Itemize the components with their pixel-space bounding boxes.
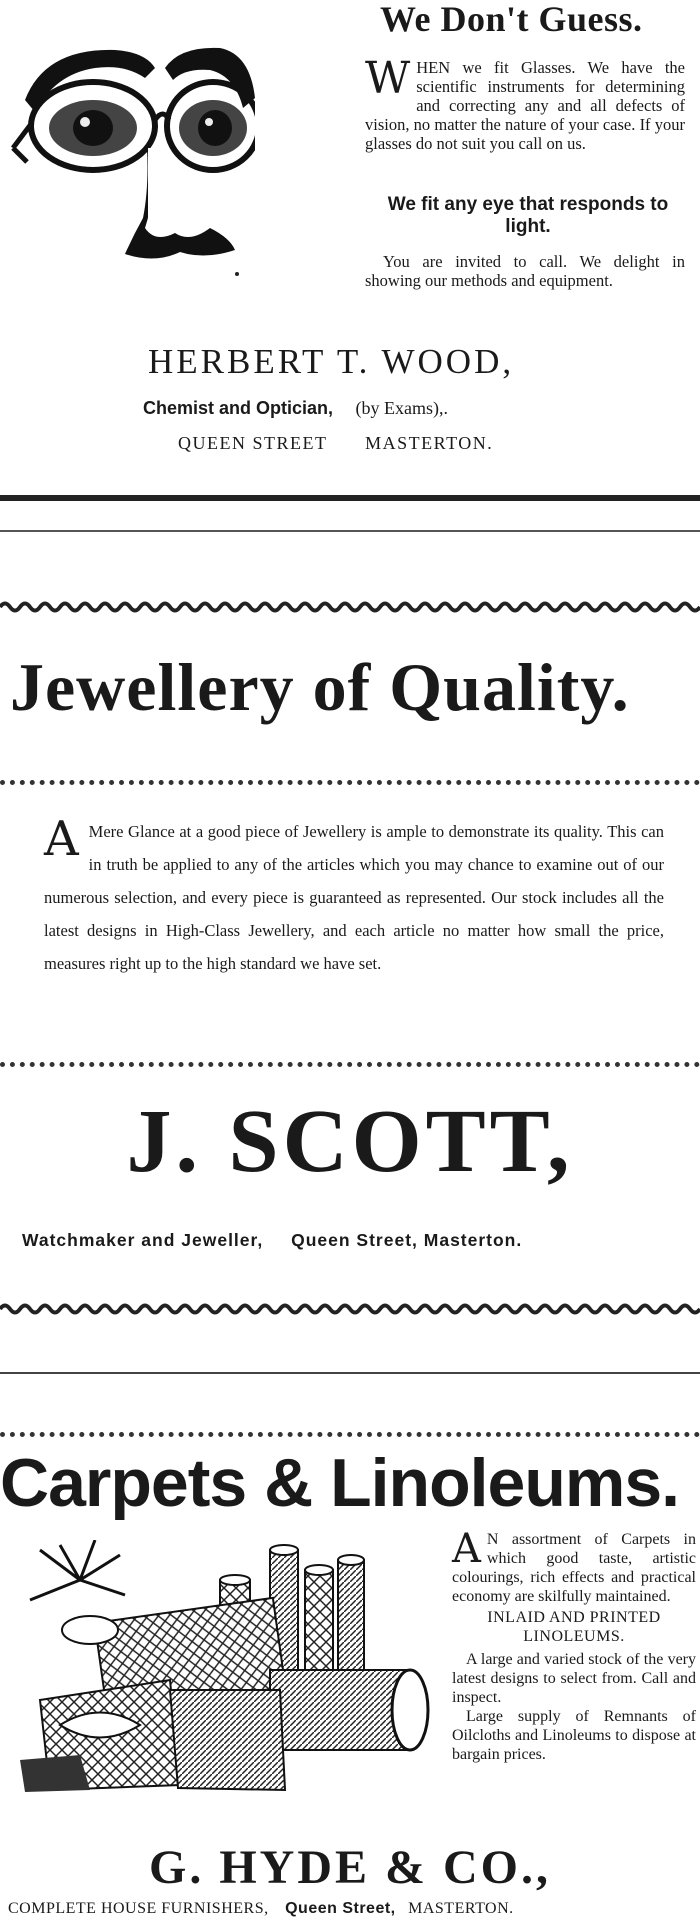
- business-name: HERBERT T. WOOD,: [148, 342, 515, 381]
- column-divider: [0, 1372, 700, 1374]
- drop-cap: A: [452, 1526, 481, 1572]
- invitation-text: You are invited to call. We delight in showing our methods and equipment.: [365, 252, 685, 290]
- description-column: [452, 1526, 696, 1764]
- intro-paragraph: A N assortment of Carpets in which good taste, artistic colourings, rich effects and practical economy are skilfully maintained.: [452, 1526, 696, 1605]
- column-divider: [0, 495, 700, 501]
- dotted-divider: [0, 780, 700, 785]
- carpet-rolls-illustration: [20, 1540, 435, 1795]
- business-name: J. SCOTT,: [126, 1092, 574, 1191]
- subheading: INLAID AND PRINTED LINOLEUMS.: [487, 1609, 661, 1645]
- address-line: QUEEN STREET MASTERTON.: [178, 433, 494, 453]
- remnants-paragraph: Large supply of Remnants of Oilcloths and Linoleums to dispose at bargain prices.: [452, 1708, 696, 1763]
- stock-paragraph: A large and varied stock of the very latest designs to select from. Call and inspect.: [452, 1651, 696, 1706]
- footer-line: COMPLETE HOUSE FURNISHERS, Queen Street, MASTERTON.: [8, 1900, 514, 1917]
- body-paragraph: A Mere Glance at a good piece of Jewellery is ample to demonstrate its quality. This can in truth be applied to any of the articles which you may chance to examine out of our numerous selection, and every piece is guaranteed as represented. Our stock includes all the latest designs in High-Class Jewellery, and each article no matter how small the price, measures right up to the high standard we have set.: [44, 811, 664, 973]
- intro-paragraph: WHEN we fit Glasses. We have the scientific instruments for determining and correcting any and all defects of vision, no matter the nature of your case. If your glasses do not suit you call on us.: [365, 53, 685, 153]
- eyes-and-glasses-illustration: [5, 28, 255, 288]
- business-name: G. HYDE & CO.,: [149, 1841, 551, 1894]
- column-divider: [0, 530, 700, 532]
- wavy-border: [0, 600, 700, 614]
- profession-line: Chemist and Optician, (by Exams),.: [143, 398, 449, 418]
- drop-cap: A: [44, 811, 79, 867]
- dotted-divider: [0, 1062, 700, 1067]
- slogan: We fit any eye that responds to light.: [387, 194, 669, 237]
- drop-cap: W: [365, 53, 411, 104]
- headline: Jewellery of Quality.: [10, 649, 630, 725]
- headline: Carpets & Linoleums.: [0, 1445, 680, 1521]
- trade-line: Watchmaker and Jeweller, Queen Street, Masterton.: [22, 1230, 523, 1250]
- dotted-divider: [0, 1432, 700, 1437]
- wavy-border: [0, 1302, 700, 1316]
- headline: We Don't Guess.: [380, 0, 643, 39]
